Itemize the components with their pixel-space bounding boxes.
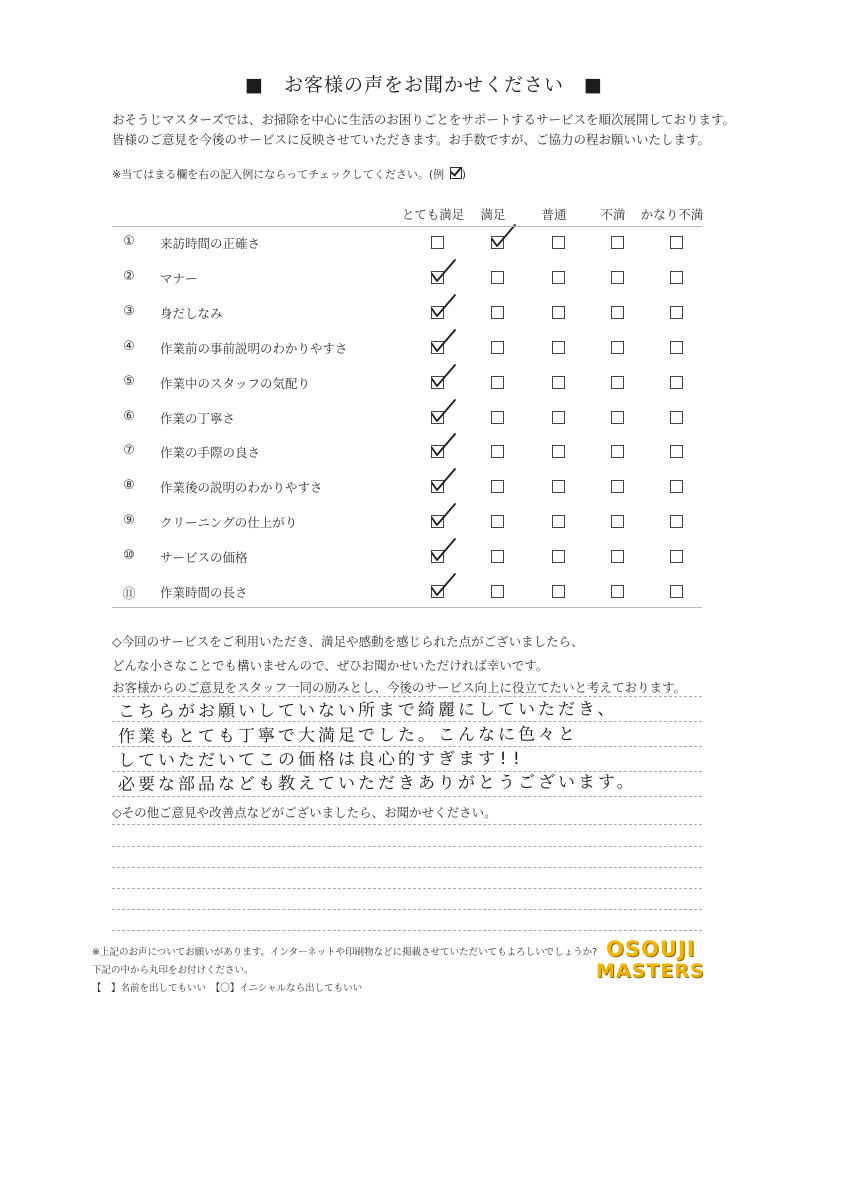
rating-checkbox[interactable] <box>552 480 565 493</box>
row-label: 作業時間の長さ <box>160 585 248 600</box>
rating-checkbox[interactable] <box>670 341 683 354</box>
row-number: ⑪ <box>122 587 136 602</box>
row-number: ⑤ <box>123 374 135 389</box>
rating-checkbox[interactable] <box>491 271 504 284</box>
rating-checkbox[interactable] <box>491 550 504 563</box>
rating-checkbox[interactable] <box>670 306 683 319</box>
rating-checkbox[interactable] <box>552 236 565 249</box>
row-number: ⑧ <box>123 478 135 493</box>
checkmark-icon <box>429 466 459 492</box>
table-rule <box>112 226 702 227</box>
intro-line-2: 皆様のご意見を今後のサービスに反映させていただきます。お手数ですが、ご協力の程お願いいたします。 <box>112 132 711 147</box>
rating-checkbox[interactable] <box>611 411 624 424</box>
rating-checkbox[interactable] <box>611 515 624 528</box>
rating-checkbox[interactable] <box>611 271 624 284</box>
checkmark-icon <box>429 327 459 353</box>
rating-checkbox[interactable] <box>552 585 565 598</box>
row-label: 身だしなみ <box>160 306 223 321</box>
checkmark-stroke <box>432 400 455 421</box>
checkmark-stroke <box>432 504 455 525</box>
footer-consent-options: 【 】名前を出してもいい 【〇】イニシャルなら出してもいい <box>92 983 363 994</box>
row-label: 作業前の事前説明のわかりやすさ <box>160 341 348 356</box>
row-number: ⑨ <box>123 513 135 528</box>
answer-rule <box>112 930 702 931</box>
rating-checkbox[interactable] <box>491 445 504 458</box>
rating-checkbox[interactable] <box>611 236 624 249</box>
row-label: 作業後の説明のわかりやすさ <box>160 480 323 495</box>
answer-rule <box>112 909 702 910</box>
rating-checkbox[interactable] <box>552 271 565 284</box>
q2-prompt: ◇その他ご意見や改善点などがございましたら、お聞かせください。 <box>112 805 497 820</box>
rating-checkbox[interactable] <box>552 376 565 389</box>
checkmark-icon <box>429 292 459 318</box>
rating-checkbox[interactable] <box>670 445 683 458</box>
rating-checkbox[interactable] <box>431 236 444 249</box>
answer-rule <box>112 846 702 847</box>
rating-checkbox[interactable] <box>670 376 683 389</box>
checkmark-stroke <box>432 434 455 455</box>
rating-checkbox[interactable] <box>670 271 683 284</box>
row-label: クリーニングの仕上がり <box>160 515 298 530</box>
answer-rule <box>112 888 702 889</box>
rating-checkbox[interactable] <box>670 515 683 528</box>
checkmark-stroke <box>432 365 455 386</box>
rating-checkbox[interactable] <box>552 306 565 319</box>
answer-rule <box>112 796 702 797</box>
rating-checkbox[interactable] <box>670 585 683 598</box>
checkmark-stroke <box>432 295 455 316</box>
rating-checkbox[interactable] <box>611 306 624 319</box>
row-label: 作業中のスタッフの気配り <box>160 376 311 391</box>
checkmark-stroke <box>432 469 455 490</box>
handwritten-comment-line-3: していただいてこの価格は良心的すぎます!! <box>117 748 525 771</box>
rating-checkbox[interactable] <box>611 480 624 493</box>
rating-checkbox[interactable] <box>611 341 624 354</box>
row-label: 来訪時間の正確さ <box>160 236 261 251</box>
checkmark-icon <box>429 536 459 562</box>
rating-checkbox[interactable] <box>611 445 624 458</box>
q1-line-2: どんな小さなことでも構いませんので、ぜひお聞かせいただければ幸いです。 <box>112 658 549 673</box>
row-number: ⑥ <box>123 409 135 424</box>
checkmark-stroke <box>432 260 455 281</box>
checkmark-stroke <box>432 574 455 595</box>
rating-checkbox[interactable] <box>491 376 504 389</box>
page-title: ■ お客様の声をお聞かせください ■ <box>245 74 603 96</box>
q1-line-3: お客様からのご意見をスタッフ一同の励みとし、今後のサービス向上に役立てたいと考えております。 <box>112 680 687 695</box>
rating-checkbox[interactable] <box>552 445 565 458</box>
rating-checkbox[interactable] <box>552 411 565 424</box>
rating-checkbox[interactable] <box>491 341 504 354</box>
checkmark-icon <box>429 571 459 597</box>
example-checkbox-icon <box>450 167 462 179</box>
instruction-end: ) <box>461 168 466 181</box>
footer-note-1: ※上記のお声についてお願いがあります。インターネットや印刷物などに掲載させていただいてもよろしいでしょうか? <box>92 947 598 958</box>
instruction <box>112 166 466 182</box>
rating-checkbox[interactable] <box>491 480 504 493</box>
row-number: ⑩ <box>123 548 135 563</box>
row-number: ③ <box>123 304 135 319</box>
row-number: ⑦ <box>123 443 135 458</box>
rating-checkbox[interactable] <box>552 341 565 354</box>
row-label: マナー <box>160 271 198 286</box>
checkmark-icon <box>429 397 459 423</box>
rating-checkbox[interactable] <box>552 515 565 528</box>
logo-text-line-1: OSOUJI <box>606 937 696 961</box>
logo-text-line-2: MASTERS <box>596 960 705 982</box>
rating-checkbox[interactable] <box>491 306 504 319</box>
rating-checkbox[interactable] <box>670 411 683 424</box>
instruction-text: ※当てはまる欄を右の記入例にならってチェックしてください。(例 <box>112 168 445 181</box>
intro-line-1: おそうじマスターズでは、お掃除を中心に生活のお困りごとをサポートするサービスを順次展開しております。 <box>112 112 736 127</box>
column-header-neutral: 普通 <box>541 207 567 222</box>
rating-checkbox[interactable] <box>491 411 504 424</box>
answer-rule <box>112 824 702 825</box>
row-number: ④ <box>123 339 135 354</box>
rating-checkbox[interactable] <box>611 550 624 563</box>
column-header-very-satisfied: とても満足 <box>401 207 465 222</box>
rating-checkbox[interactable] <box>611 585 624 598</box>
column-header-dissatisfied: 不満 <box>600 207 626 222</box>
rating-checkbox[interactable] <box>670 236 683 249</box>
checkmark-icon <box>429 501 459 527</box>
row-label: 作業の丁寧さ <box>160 411 236 426</box>
row-number: ② <box>123 269 135 284</box>
rating-checkbox[interactable] <box>611 376 624 389</box>
osouji-masters-logo <box>596 938 716 982</box>
rating-checkbox[interactable] <box>670 480 683 493</box>
rating-checkbox[interactable] <box>552 550 565 563</box>
checkmark-icon <box>429 431 459 457</box>
handwritten-comment-line-4: 必要な部品なども教えていただきありがとうございます。 <box>117 772 637 795</box>
rating-checkbox[interactable] <box>491 515 504 528</box>
rating-checkbox[interactable] <box>491 585 504 598</box>
footer-note-2: 下記の中から丸印をお付けください。 <box>92 965 254 976</box>
checkmark-icon <box>429 362 459 388</box>
handwritten-comment-line-2: 作業もとても丁寧で大満足でした。こんなに色々と <box>117 724 579 747</box>
checkmark-stroke <box>432 330 455 351</box>
row-label: 作業の手際の良さ <box>160 445 261 460</box>
checkmark-icon <box>429 257 459 283</box>
checkmark-stroke <box>432 539 455 560</box>
answer-rule <box>112 867 702 868</box>
row-number: ① <box>123 234 135 249</box>
column-header-satisfied: 満足 <box>480 207 506 222</box>
handwritten-comment-line-1: こちらがお願いしていない所まで綺麗にしていただき、 <box>117 699 618 722</box>
rating-checkbox[interactable] <box>670 550 683 563</box>
row-label: サービスの価格 <box>160 550 248 565</box>
q1-line-1: ◇今回のサービスをご利用いただき、満足や感動を感じられた点がございましたら、 <box>112 634 584 649</box>
table-rule <box>112 607 702 608</box>
column-header-very-dissatisfied: かなり不満 <box>640 207 704 222</box>
checkmark-stroke <box>492 225 515 246</box>
